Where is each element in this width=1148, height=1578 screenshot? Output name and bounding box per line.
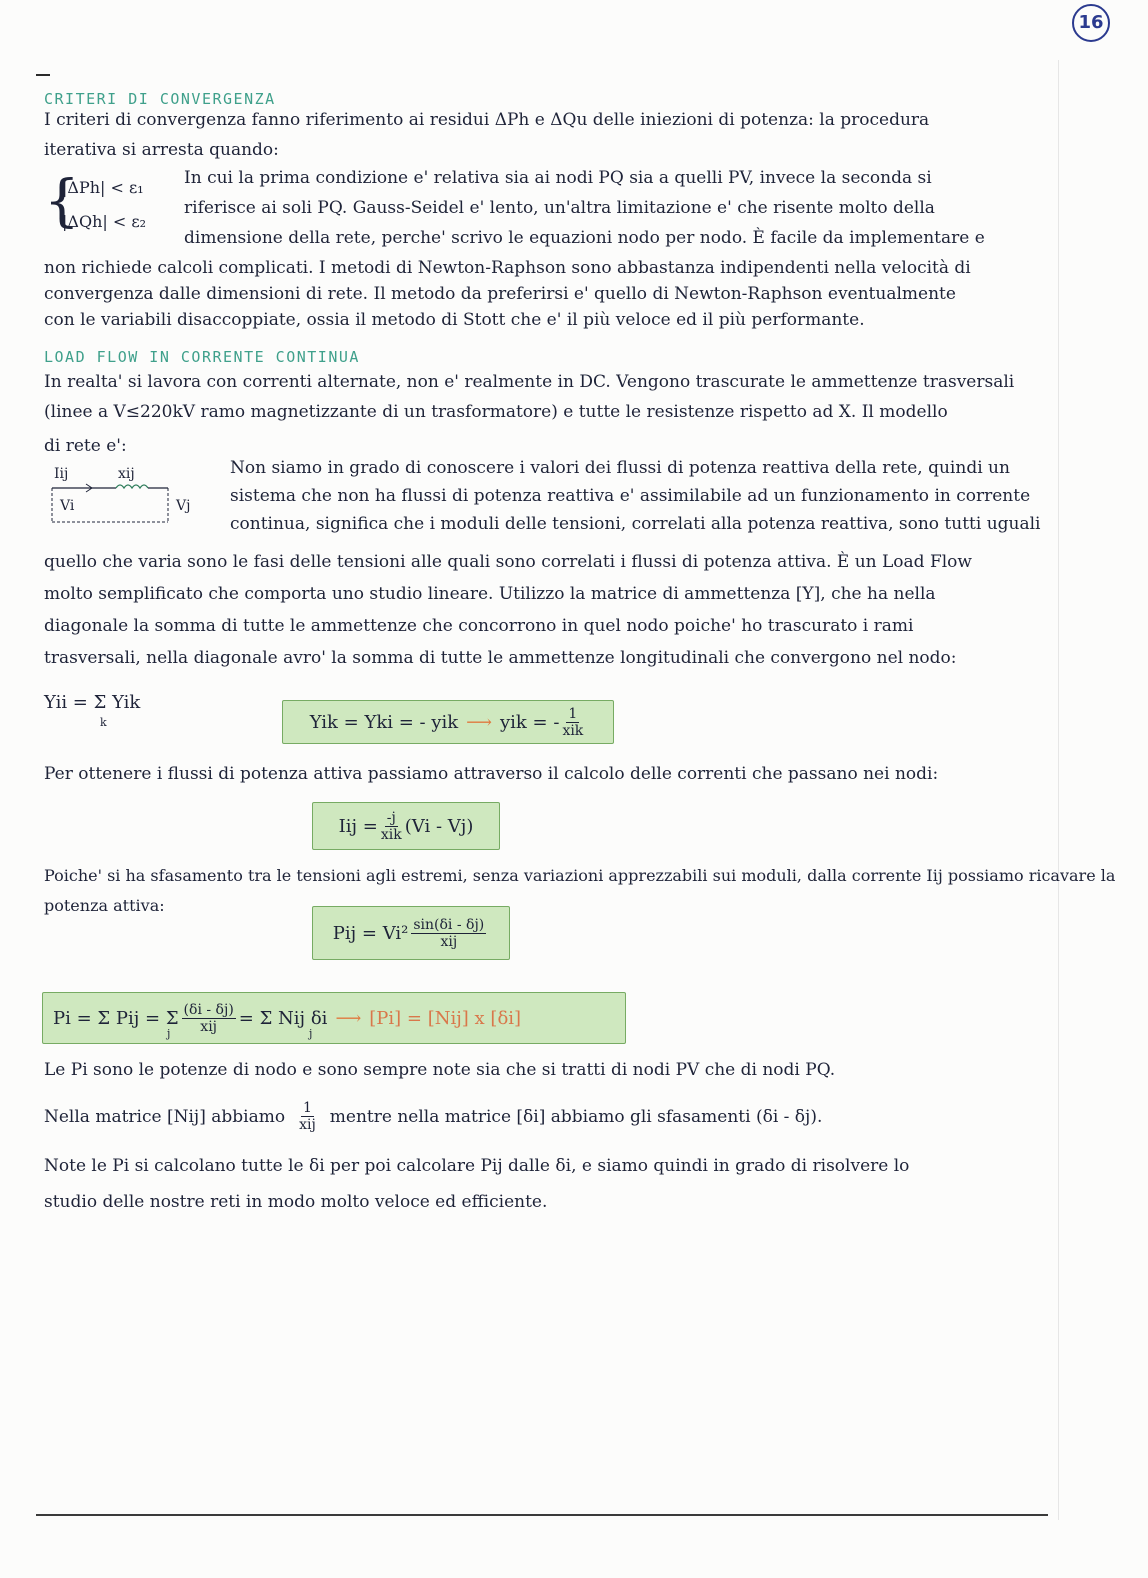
fraction (562, 706, 583, 739)
paragraph-line: Non siamo in grado di conoscere i valori dei flussi di potenza reattiva della rete, quindi un (230, 458, 1010, 478)
convergence-conditions (44, 169, 180, 238)
formula-text: Iij = (338, 815, 378, 837)
formula-text: Yik (112, 692, 141, 713)
paragraph-line: Note le Pi si calcolano tutte le δi per poi calcolare Pij dalle δi, e siamo quindi in grado di risolvere lo (44, 1156, 910, 1176)
fraction (182, 1002, 236, 1035)
sum-symbol: Σ (93, 692, 107, 713)
formula-yii (44, 692, 141, 729)
paragraph-line: potenza attiva: (44, 896, 165, 915)
denominator: xik (380, 826, 402, 843)
numerator: (δi - δj) (183, 1001, 234, 1018)
formula-text: yik = - (499, 711, 560, 733)
paragraph-line: molto semplificato che comporta uno studio lineare. Utilizzo la matrice di ammettenza [Y], che ha nella (44, 584, 936, 604)
highlight-box-nodal-power (42, 992, 626, 1044)
margin-line (1058, 60, 1059, 1520)
voltage-i-label: Vi (60, 498, 75, 514)
condition-p: |ΔPh| < ε₁ (62, 178, 144, 197)
denominator: xij (200, 1018, 218, 1035)
brace-icon: { (44, 169, 80, 234)
paragraph-line: riferisce ai soli PQ. Gauss-Seidel e' lento, un'altra limitazione e' che risente molto della (184, 198, 935, 218)
page-number: 16 (1072, 4, 1110, 42)
paragraph-line (44, 1100, 822, 1133)
paragraph-line: Per ottenere i flussi di potenza attiva passiamo attraverso il calcolo delle correnti che passano nei nodi: (44, 764, 939, 784)
formula-text: = Σ Nij δi (238, 1007, 328, 1029)
sum-index: j (167, 1027, 171, 1040)
paragraph-line: continua, significa che i moduli delle tensioni, correlati alla potenza reattiva, sono tutti uguali (230, 514, 1041, 534)
paragraph-line: diagonale la somma di tutte le ammettenze che concorrono in quel nodo poiche' ho trascurato i rami (44, 616, 914, 636)
paragraph-line: convergenza dalle dimensioni di rete. Il metodo da preferirsi e' quello di Newton-Raphson eventualmente (44, 284, 956, 304)
paragraph-line: non richiede calcoli complicati. I metodi di Newton-Raphson sono abbastanza indipendenti nella velocità di (44, 258, 971, 278)
denominator: xij (440, 933, 458, 950)
formula-text: Yik = Yki = - yik (309, 711, 459, 733)
section-heading-dc-load-flow: LOAD FLOW IN CORRENTE CONTINUA (44, 348, 360, 366)
denominator: xij (299, 1117, 316, 1133)
arrow-right-icon: ⟶ (466, 711, 492, 733)
reactance-label: xij (118, 466, 135, 482)
paragraph-line: con le variabili disaccoppiate, ossia il metodo di Stott che e' il più veloce ed il più performante. (44, 310, 865, 330)
arrow-right-icon: ⟶ (335, 1007, 362, 1029)
numerator: -j (386, 809, 396, 826)
section-heading-convergence: CRITERI DI CONVERGENZA (44, 90, 276, 108)
bottom-rule (36, 1514, 1048, 1516)
condition-q: |ΔQh| < ε₂ (62, 212, 147, 231)
fraction (299, 1100, 316, 1133)
paragraph-line: di rete e': (44, 436, 127, 456)
numerator: 1 (568, 705, 578, 722)
formula-text: Pi = Σ Pij = Σ (53, 1007, 179, 1029)
paragraph-line: (linee a V≤220kV ramo magnetizzante di un trasformatore) e tutte le resistenze rispetto ad X. Il modello (44, 402, 948, 422)
highlight-box-admittance (282, 700, 614, 744)
paragraph-line: studio delle nostre reti in modo molto veloce ed efficiente. (44, 1192, 548, 1212)
paragraph-line: Le Pi sono le potenze di nodo e sono sempre note sia che si tratti di nodi PV che di nodi PQ. (44, 1060, 836, 1080)
text-span: mentre nella matrice [δi] abbiamo gli sfasamenti (δi - δj). (329, 1106, 823, 1127)
fraction (381, 810, 402, 843)
denominator: xik (562, 722, 584, 739)
text-span: Nella matrice [Nij] abbiamo (44, 1106, 286, 1127)
highlight-box-current (312, 802, 500, 850)
matrix-equation: [Pi] = [Nij] x [δi] (369, 1007, 522, 1029)
paragraph-line: trasversali, nella diagonale avro' la somma di tutte le ammettenze longitudinali che convergono nel nodo: (44, 648, 957, 668)
paragraph-line: I criteri di convergenza fanno riferimento ai residui ΔPh e ΔQu delle iniezioni di potenza: la procedura (44, 110, 930, 130)
current-label: Iij (54, 466, 69, 482)
numerator: 1 (302, 1100, 312, 1116)
paragraph-line: quello che varia sono le fasi delle tensioni alle quali sono correlati i flussi di potenza attiva. È un Load Flow (44, 552, 972, 572)
sum-index: k (100, 716, 107, 729)
fraction (411, 917, 486, 950)
top-rule (36, 74, 50, 76)
paragraph-line: Poiche' si ha sfasamento tra le tensioni agli estremi, senza variazioni apprezzabili sui moduli, dalla corrente Iij possiamo ricavare la (44, 866, 1116, 885)
highlight-box-active-power (312, 906, 510, 960)
formula-text: Yii = (44, 692, 88, 713)
paragraph-line: dimensione della rete, perche' scrivo le equazioni nodo per nodo. È facile da implementare e (184, 228, 985, 248)
voltage-j-label: Vj (176, 498, 191, 514)
paragraph-line: In cui la prima condizione e' relativa sia ai nodi PQ sia a quelli PV, invece la seconda si (184, 168, 932, 188)
paragraph-line: iterativa si arresta quando: (44, 140, 279, 160)
line-model-diagram (46, 466, 196, 532)
formula-text: (Vi - Vj) (404, 815, 474, 837)
numerator: sin(δi - δj) (413, 916, 485, 933)
formula-text: Pij = Vi² (332, 922, 409, 944)
sum-index: j (309, 1027, 313, 1040)
paragraph-line: In realta' si lavora con correnti alternate, non e' realmente in DC. Vengono trascurate le ammettenze trasversali (44, 372, 1015, 392)
paragraph-line: sistema che non ha flussi di potenza reattiva e' assimilabile ad un funzionamento in corrente (230, 486, 1031, 506)
